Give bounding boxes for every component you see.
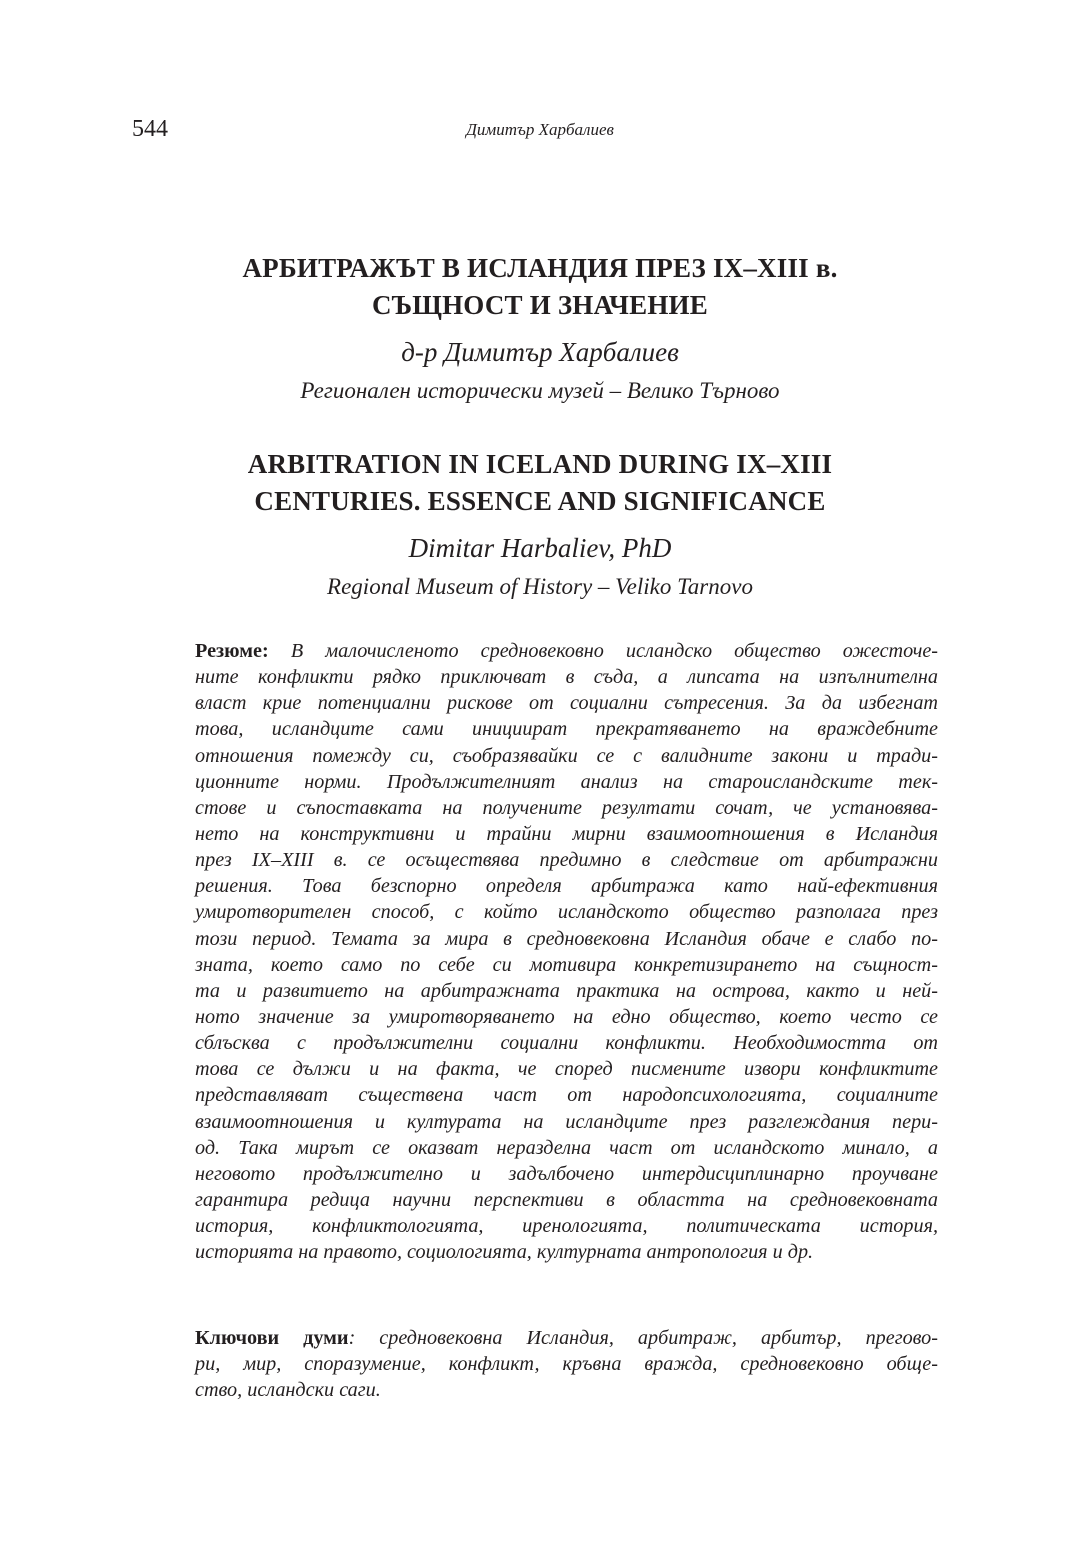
abstract-line: това, исландците сами инициират прекратяването на враждебните [195, 718, 938, 741]
abstract-line: стове и съпоставката на получените резултати сочат, че установява- [195, 796, 938, 819]
abstract-label: Резюме: [195, 640, 269, 662]
abstract-line: този период. Темата за мира в средновековна Исландия обаче е слабо по- [195, 927, 938, 950]
keywords [195, 1325, 938, 1403]
keywords-label: Ключови думи [195, 1327, 349, 1349]
keywords-line: ство, исландски саги. [195, 1379, 381, 1402]
abstract-line: та и развитието на арбитражната практика на острова, както и ней- [195, 979, 938, 1002]
abstract-line: история, конфликтологията, иренологията, политическата история, [195, 1215, 938, 1238]
en-affiliation: Regional Museum of History – Veliko Tarnovo [327, 574, 753, 599]
abstract-line: ните конфликти рядко приключват в съда, а липсата на изпълнителна [195, 666, 938, 689]
bg-author: д-р Димитър Харбалиев [401, 337, 679, 367]
abstract-line: през IX–XIII в. се осъществява предимно в следствие от арбитражни [195, 849, 938, 872]
abstract-line: гарантира редица научни перспективи в областта на средновековната [195, 1188, 938, 1211]
bg-title-line-1: АРБИТРАЖЪТ В ИСЛАНДИЯ ПРЕЗ IX–XIII в. [242, 253, 838, 283]
keywords-line [195, 1325, 938, 1351]
abstract-line: взаимоотношения и културата на исландците през разглеждания пери- [195, 1110, 938, 1133]
keywords-text: : средновековна Исландия, арбитраж, арбитър, прегово- [348, 1327, 938, 1349]
abstract-line: од. Така мирът се оказват неразделна част от исландското минало, а [195, 1136, 938, 1159]
abstract-line: това се дължи и на факта, че според писмените извори конфликтите [195, 1058, 938, 1081]
en-author: Dimitar Harbaliev, PhD [408, 533, 672, 563]
bg-title-line-2: СЪЩНОСТ И ЗНАЧЕНИЕ [372, 290, 708, 320]
page-number: 544 [132, 116, 168, 142]
abstract-line: сблъсква с продължителни социални конфликти. Необходимостта от [195, 1032, 938, 1055]
abstract-line: решения. Това безспорно определя арбитража като най-ефективния [195, 875, 938, 898]
abstract-line: нето на конструктивни и трайни мирни взаимоотношения в Исландия [195, 822, 938, 845]
abstract-line: отношения помежду си, съобразявайки се с валидните закони и тради- [195, 744, 938, 767]
keywords-line: ри, мир, споразумение, конфликт, кръвна вражда, средновековно обще- [195, 1353, 938, 1376]
abstract-line: ционните норми. Продължителният анализ на староисландските тек- [195, 770, 938, 793]
en-title-line-1: ARBITRATION IN ICELAND DURING IX–XIII [247, 449, 833, 479]
abstract-line: представляват съществена част от народопсихологията, социалните [195, 1084, 938, 1107]
abstract [195, 638, 938, 1265]
english-title-block [150, 446, 930, 606]
abstract-line [195, 638, 938, 664]
abstract-line: неговото продължително и задълбочено интердисциплинарно проучване [195, 1162, 938, 1185]
abstract-line: ното значение за умиротворяването на едно общество, което често се [195, 1005, 938, 1028]
abstract-line: власт крие потенциални рискове от социални сътресения. За да избегнат [195, 692, 938, 715]
bg-affiliation: Регионален исторически музей – Велико Търново [300, 378, 780, 403]
abstract-line: умиротворителен способ, с който исландското общество разполага през [195, 901, 938, 924]
en-title-line-2: CENTURIES. ESSENCE AND SIGNIFICANCE [254, 486, 826, 516]
bulgarian-title-block [150, 250, 930, 410]
abstract-line: зната, което само по себе си мотивира конкретизирането на същност- [195, 953, 938, 976]
abstract-line: историята на правото, социологията, културната антропология и др. [195, 1241, 814, 1264]
running-head: Димитър Харбалиев [466, 120, 614, 139]
abstract-text: В малочисленото средновековно исландско общество ожесточе- [290, 640, 939, 662]
